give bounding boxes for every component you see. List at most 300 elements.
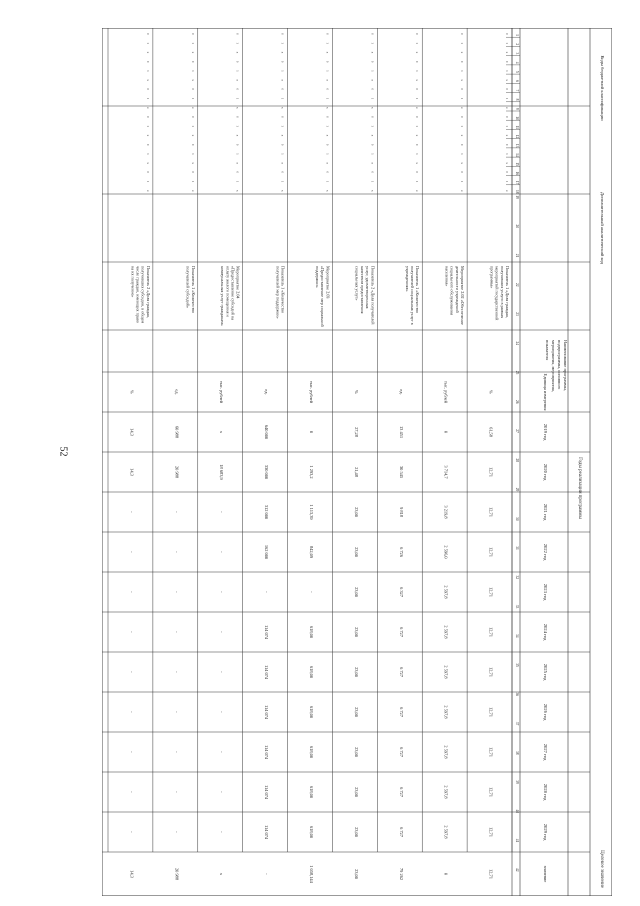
col-number-12: 12 [515,134,519,139]
col-number-26: 26 [515,399,519,404]
row-0-final: 12,71 [488,869,494,879]
row-4-code-2: x [325,51,330,54]
header-period-group: Годы реализации программы [577,457,582,519]
row-0-title [489,266,510,321]
row-7-value-7: - [174,751,180,753]
row-3-code-3: 0 [370,60,375,63]
page-number: 52 [57,446,69,457]
row-1-code-13: 1 [460,153,465,155]
row-0-code-14: x [505,162,509,164]
table-text [128,33,605,889]
col-number-3: 3 [515,52,519,55]
row-3-code-4: 1 [370,70,375,72]
row-7-code-0: 0 [190,33,195,35]
row-1-code-17: x [460,189,465,192]
row-7-value-9: - [174,831,180,833]
row-3-title-line: социальных услуг» [354,266,360,301]
row-6-value-8: - [219,791,225,793]
row-8-code-8: x [145,106,150,109]
row-4-code-4: 1 [325,70,330,72]
row-4-code-17: x [325,189,330,192]
row-4-value-9: 618,00 [309,825,314,839]
row-1-title-line: деятельности учреждений [454,266,460,313]
row-5-value-1: 312 000 [264,504,270,520]
row-5-code-5: x [280,79,285,81]
row-1-code-5: x [460,79,465,81]
row-5-code-1: 1 [280,42,285,45]
row-8-title [130,266,151,324]
row-3-value-7: 23,00 [353,747,359,757]
row-6-code-6: 0 [235,88,240,91]
row-1-code-8: x [460,106,465,109]
header-final-sub: значение [543,865,548,883]
row-8-code-13: 1 [145,153,150,155]
row-1-value-6: 2 597,8 [443,705,449,719]
row-0-value-7: 12,71 [488,747,494,757]
row-3-title [355,266,376,325]
row-4-title-line: Мероприятие 2.03 [325,266,331,299]
col-number-31: 31 [515,546,519,550]
row-7-code-10: 1 [190,125,195,128]
row-4-code-13: 1 [325,153,330,155]
col-number-36: 36 [515,692,519,697]
row-8-code-11: x [145,134,150,137]
row-8-final: 14,3 [129,870,135,878]
row-3-code-2: x [370,51,375,54]
row-8-code-1: 1 [145,42,150,45]
row-0-code-2: x [505,51,509,54]
row-1-value-5: 2 597,8 [443,665,449,679]
row-2-value-2: 6 726 [398,547,404,557]
row-2-code-6: 0 [415,88,420,91]
row-0-code-17: x [505,189,509,192]
row-8-value-8: - [129,791,135,793]
row-2-value-3: 6 327 [398,587,404,597]
row-0-value-1: 12,71 [488,507,494,517]
row-6-code-0: 0 [235,33,240,35]
row-5-title [275,266,285,319]
row-6-code-17: x [235,189,240,192]
row-4-code-9: 0 [325,116,330,118]
row-8-code-6: 0 [145,88,150,91]
row-1-value-7: 2 597,8 [443,745,449,759]
row-0-value-3: 12,71 [488,587,494,597]
row-0-title-line: Показатель 1 «Доля граждан, [505,266,510,319]
row-4-code-5: x [325,79,330,81]
row-7-value-2: - [174,551,180,553]
row-8-code-17: x [145,189,150,192]
row-5-value-6: 114 074 [264,704,270,720]
row-1-code-1: 1 [460,42,465,45]
row-5-value-9: 114 074 [264,824,270,840]
row-1-value-4: 2 597,8 [443,625,449,639]
row-2-value-1: 9 818 [398,507,404,517]
row-6-value-3: - [219,591,225,593]
row-2-code-1: 1 [415,42,420,45]
row-4-code-0: 0 [325,33,330,35]
row-3-title-line: качеством предоставления [359,266,365,314]
header-final-group: Целевое значение [599,850,604,888]
row-3-code-8: x [370,106,375,109]
row-8-value-2: - [129,551,135,553]
row-5-unit: ед. [264,389,270,395]
row-2-code-14: x [415,162,420,164]
row-6-title [220,266,241,326]
row-2-code-17: x [415,189,420,192]
row-3-code-5: x [370,79,375,81]
row-2-code-8: x [415,106,420,109]
row-5-code-15: 0 [280,171,285,174]
row-8-title-line: получивших субсидии, в общем [140,266,146,324]
col-number-1: 1 [515,34,519,36]
row-8-code-9: 0 [145,116,150,118]
row-2-title [405,266,420,325]
row-0-code-1: 1 [505,42,509,45]
row-0-value-6: 12,71 [488,707,494,717]
row-0-value-0: 12,71 [488,467,494,477]
row-6-title-line: «Предоставление субсидий на [230,266,236,321]
row-5-value-5: 114 074 [264,664,270,680]
row-3-code-14: x [370,162,375,164]
row-6-code-10: 1 [235,125,240,128]
row-8-title-line: на их получение» [130,266,136,298]
row-1-code-16: 1 [460,180,465,183]
row-7-code-5: x [190,79,195,81]
row-0-code-3: 0 [505,60,509,63]
row-8-unit: % [129,390,135,394]
col-number-40: 40 [515,809,519,814]
row-5-value-3: - [264,591,270,593]
row-0-code-8: x [505,106,509,109]
row-3-code-6: 0 [370,88,375,91]
row-4-value-2: 842,09 [309,545,314,559]
row-1-value-9: 2 597,8 [443,825,449,839]
row-0-value-8: 12,71 [488,787,494,797]
row-6-code-3: 0 [235,60,240,63]
row-5-code-6: 0 [280,88,285,91]
row-1-code-11: x [460,134,465,137]
header-program-section-line: подпрограммы, основного [557,340,562,390]
row-2-code-5: x [415,79,420,81]
row-5-code-11: x [280,134,285,137]
row-7-base: 60 988 [174,425,180,439]
row-5-code-7: 1 [280,97,285,100]
row-8-value-6: - [129,711,135,713]
row-3-value-9: 23,00 [353,827,359,837]
row-1-value-1: 3 219,8 [443,505,449,519]
header-year-2: 2022 год [543,543,548,561]
row-7-value-4: - [174,631,180,633]
budget-program-table [102,28,612,896]
row-0-code-16: 1 [505,180,509,183]
row-2-code-2: x [415,51,420,54]
row-0-code-7: 1 [505,97,509,100]
row-2-title-line: Показатель 1 «Количество [415,266,421,314]
header-year-7: 2027 год [543,743,548,761]
row-8-code-10: 1 [145,125,150,128]
col-number-17: 17 [515,180,519,185]
row-2-code-3: 0 [415,60,420,63]
row-3-code-10: 1 [370,125,375,128]
header-year-1: 2021 год [543,503,548,521]
row-5-title-line: Показатель 1 «Количество [280,266,286,314]
col-number-21: 21 [515,253,519,258]
row-5-value-4: 114 074 [264,624,270,640]
row-6-code-14: x [235,162,240,164]
row-8-code-2: x [145,51,150,54]
col-number-32: 32 [515,575,519,580]
row-0-code-0: 0 [505,33,509,35]
row-2-code-13: 1 [415,153,420,155]
row-6-code-7: 1 [235,97,240,100]
row-3-title-line: Показатель 2 «Доля получателей [370,266,376,325]
row-6-unit: тыс. рублей [219,381,225,403]
col-number-41: 41 [515,838,519,843]
row-4-code-12: 0 [325,143,330,146]
col-number-2: 2 [515,43,519,46]
row-3-base: 27,28 [353,427,359,437]
row-4-base: 0 [309,430,314,434]
row-6-title-line: оплату жилого помещения и [225,266,231,317]
row-3-final: 23,00 [353,869,359,879]
row-2-code-4: 1 [415,70,420,72]
row-1-code-14: x [460,162,465,164]
row-0-code-6: 0 [505,88,509,91]
row-1-unit: тыс. рублей [443,381,449,403]
row-0-code-11: x [505,134,509,137]
row-5-code-2: x [280,51,285,54]
row-0-title-line: получивших услуги в рамках [499,266,505,319]
row-0-unit: % [488,390,494,394]
col-number-23: 23 [515,312,519,316]
row-7-code-11: x [190,134,195,137]
row-2-code-15: 0 [415,171,420,174]
row-1-title [445,266,466,325]
row-4-value-5: 618,00 [309,665,314,679]
row-7-value-0: 20 988 [174,465,180,479]
row-6-code-4: 1 [235,70,240,72]
row-1-code-4: 1 [460,70,465,72]
row-2-code-0: 0 [415,33,420,35]
row-7-code-15: 0 [190,171,195,174]
header-program-section-line: мероприятия, мероприятия, [551,340,556,392]
col-number-33: 33 [515,604,519,609]
row-2-unit: ед. [398,389,404,395]
row-5-code-12: 0 [280,143,285,146]
col-number-15: 15 [515,162,519,166]
row-0-code-4: 1 [505,70,509,72]
row-5-final: - [264,873,270,875]
row-6-base: x [219,430,225,434]
row-6-value-0: 18 683,9 [219,464,225,480]
header-unit: Единица измерения [543,373,548,411]
row-4-code-1: 1 [325,42,330,45]
row-5-code-14: x [280,162,285,164]
row-3-value-6: 23,00 [353,707,359,717]
rotated-table-sheet [102,28,612,896]
row-4-code-10: 1 [325,125,330,128]
row-5-value-2: 162 000 [264,544,270,560]
row-2-title-line: учреждениях» [404,266,410,292]
header-year-5: 2025 год [543,663,548,681]
row-4-code-15: 0 [325,171,330,174]
row-3-code-12: 0 [370,143,375,146]
row-4-value-7: 618,00 [309,745,314,759]
row-6-value-7: - [219,751,225,753]
row-3-code-16: 1 [370,180,375,183]
row-4-value-6: 618,00 [309,705,314,719]
row-8-code-3: 0 [145,60,150,63]
row-7-code-7: 1 [190,97,195,100]
row-7-code-6: 0 [190,88,195,91]
row-2-value-7: 6 727 [398,747,404,757]
col-number-19: 19 [515,195,519,199]
row-8-value-9: - [129,831,135,833]
row-8-value-4: - [129,631,135,633]
col-number-11: 11 [515,125,519,129]
header-year-0: 2020 год [543,463,548,481]
row-2-value-8: 6 727 [398,787,404,797]
col-number-4: 4 [515,61,519,64]
row-4-code-6: 0 [325,88,330,91]
row-8-code-12: 0 [145,143,150,146]
row-7-value-6: - [174,711,180,713]
row-4-code-3: 0 [325,60,330,63]
row-6-code-15: 0 [235,171,240,174]
row-8-code-16: 1 [145,180,150,183]
col-number-29: 29 [515,487,519,492]
row-2-value-5: 6 727 [398,667,404,677]
row-0-value-4: 12,71 [488,627,494,637]
row-8-code-4: 1 [145,70,150,72]
row-2-code-9: 0 [415,116,420,118]
col-number-28: 28 [515,458,519,463]
row-2-title-line: получателей социальных услуг в [410,266,416,325]
row-7-title-line: Показатель 1 «Количество [190,266,196,314]
row-4-code-8: x [325,106,330,109]
row-6-code-9: 0 [235,116,240,118]
row-0-code-10: 1 [505,125,509,128]
row-3-value-4: 23,00 [353,627,359,637]
row-7-title-line: получателей субсидий» [185,266,191,309]
col-number-10: 10 [515,116,519,120]
col-number-9: 9 [515,107,519,110]
row-5-code-8: x [280,106,285,109]
row-0-base: 61,58 [488,427,494,437]
row-6-code-2: x [235,51,240,54]
row-3-value-8: 23,00 [353,787,359,797]
row-2-final: 79 262 [398,867,404,881]
col-number-27: 27 [515,429,519,433]
row-7-code-2: x [190,51,195,54]
row-1-code-3: 0 [460,60,465,63]
row-8-base: 14,3 [129,428,135,436]
row-4-value-1: 1 113,39 [309,504,314,520]
header-budget-group: Коды бюджетной классификации [600,55,605,121]
header-year-8: 2028 год [543,783,548,801]
row-1-code-10: 1 [460,125,465,128]
row-8-code-5: x [145,79,150,81]
row-3-value-3: 23,00 [353,587,359,597]
row-5-code-10: 1 [280,125,285,128]
row-4-title-line: поддержки» [315,266,321,288]
row-7-code-1: 1 [190,42,195,45]
row-3-code-7: 1 [370,97,375,100]
row-0-code-5: x [505,79,509,81]
col-number-22: 22 [515,282,519,287]
row-7-value-1: - [174,511,180,513]
row-7-code-12: 0 [190,143,195,146]
header-program-section-line: Наименование программы, [563,340,568,391]
row-6-code-16: 1 [235,180,240,183]
row-2-code-12: 0 [415,143,420,146]
row-1-code-9: 0 [460,116,465,118]
row-8-code-7: 1 [145,97,150,100]
header-year-3: 2023 год [543,583,548,601]
row-8-value-5: - [129,671,135,673]
row-3-code-9: 0 [370,116,375,118]
table-grid [102,28,612,896]
row-0-title-line: мероприятий государственной [494,266,500,321]
row-5-value-0: 330 000 [264,464,270,480]
row-2-code-16: 1 [415,180,420,183]
row-8-title-line: числе граждан, имеющих право [135,266,141,323]
row-8-value-3: - [129,591,135,593]
row-0-code-13: 1 [505,153,509,155]
row-2-value-9: 6 727 [398,827,404,837]
row-7-code-9: 0 [190,116,195,118]
row-8-value-0: 14,3 [129,468,135,476]
col-number-42: 42 [515,867,519,872]
row-3-unit: % [353,390,359,394]
row-2-value-6: 6 727 [398,707,404,717]
row-6-value-2: - [219,551,225,553]
row-7-unit: ед. [174,389,180,395]
row-2-value-0: 30 545 [398,465,404,479]
row-4-value-4: 618,00 [309,625,314,639]
header-year-4: 2024 год [543,623,548,641]
row-0-code-12: 0 [505,143,509,146]
col-number-6: 6 [515,80,519,83]
col-number-30: 30 [515,516,519,521]
row-4-title-line: «Предоставление мер социальной [320,266,326,327]
row-1-code-15: 0 [460,171,465,174]
row-0-code-9: 0 [505,116,509,118]
row-4-value-0: 1 293,2 [309,465,314,479]
row-4-code-7: 1 [325,97,330,100]
row-1-title-line: Мероприятие 2.02 «Обеспечение [460,266,466,325]
col-number-39: 39 [515,780,519,784]
row-1-title-line: населения» [444,266,450,287]
header-program-section-line: показателя [545,340,550,361]
row-6-code-13: 1 [235,153,240,155]
row-7-code-16: 1 [190,180,195,183]
row-6-value-9: - [219,831,225,833]
row-5-value-7: 114 074 [264,744,270,760]
row-6-title-line: коммунальных услуг гражданам» [220,266,226,326]
col-number-25: 25 [515,370,519,375]
row-2-code-11: x [415,134,420,137]
row-4-code-16: 1 [325,180,330,183]
header-base-year: 2019 год [543,423,548,441]
col-number-20: 20 [515,224,519,229]
row-1-code-2: x [460,51,465,54]
row-3-value-0: 21,48 [353,467,359,477]
row-1-code-0: 0 [460,33,465,35]
row-4-final: 1 058,144 [309,865,314,883]
col-number-8: 8 [515,98,519,101]
row-5-code-3: 0 [280,60,285,63]
